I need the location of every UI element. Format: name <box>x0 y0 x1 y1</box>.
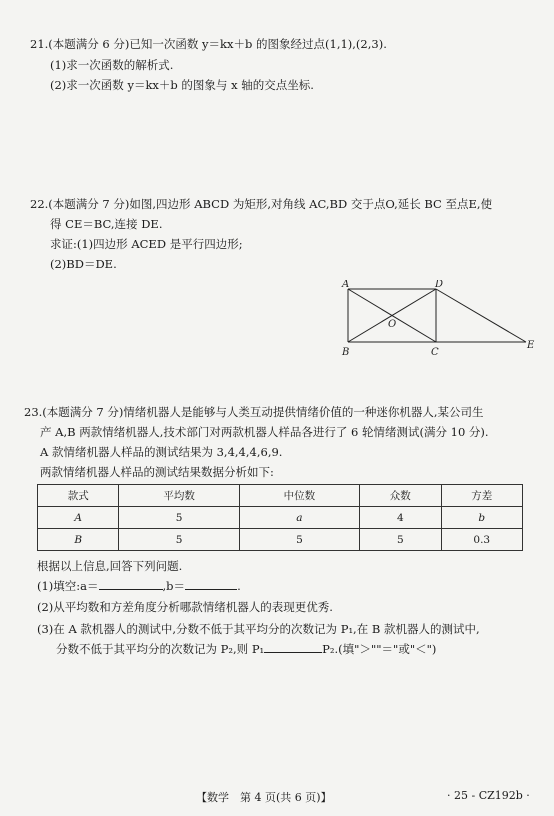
q23-part3-line2 <box>56 641 436 657</box>
header-mode: 众数 <box>360 485 441 507</box>
q23-part2: (2)从平均数和方差角度分析哪款情绪机器人的表现更优秀. <box>37 600 333 614</box>
answer-blank-compare[interactable] <box>264 642 322 653</box>
cell-style: B <box>38 529 119 551</box>
cell-style: A <box>38 507 119 529</box>
q21-part1: (1)求一次函数的解析式. <box>50 58 174 72</box>
header-median: 中位数 <box>239 485 359 507</box>
cell-median: 5 <box>239 529 359 551</box>
table-row <box>38 507 523 529</box>
answer-blank-b[interactable] <box>185 579 237 590</box>
q22-stem-line1: 22.(本题满分 7 分)如图,四边形 ABCD 为矩形,对角线 AC,BD 交于点O,延长 BC 至点E,使 <box>30 197 493 211</box>
cell-mode: 5 <box>360 529 441 551</box>
rectangle-geometry-figure <box>338 280 543 360</box>
page-footer-code: · 25 - CZ192b · <box>447 789 530 802</box>
answer-blank-a[interactable] <box>99 579 163 590</box>
q22-prove-part1: 求证:(1)四边形 ACED 是平行四边形; <box>50 237 243 251</box>
q22-prove-part2: (2)BD＝DE. <box>50 257 117 271</box>
cell-mean: 5 <box>119 507 239 529</box>
data-analysis-table <box>37 484 523 551</box>
cell-median: a <box>239 507 359 529</box>
q23-part1-mid: ,b＝ <box>162 579 186 593</box>
header-mean: 平均数 <box>119 485 239 507</box>
q23-part3-prefix: 分数不低于其平均分的次数记为 P₂,则 P₁ <box>56 642 265 656</box>
q23-stem-line2: 产 A,B 两款情绪机器人,技术部门对两款机器人样品各进行了 6 轮情绪测试(满分 10 分). <box>40 425 489 439</box>
q23-stem-line4: 两款情绪机器人样品的测试结果数据分析如下: <box>40 465 274 479</box>
q21-part2: (2)求一次函数 y＝kx＋b 的图象与 x 轴的交点坐标. <box>50 78 314 92</box>
cell-variance: 0.3 <box>441 529 523 551</box>
header-style: 款式 <box>38 485 119 507</box>
cell-variance: b <box>441 507 523 529</box>
label-D: D <box>435 280 444 290</box>
q23-part1-end: . <box>237 579 241 593</box>
cell-mode: 4 <box>360 507 441 529</box>
label-C: C <box>431 347 439 358</box>
header-variance: 方差 <box>441 485 523 507</box>
table-row <box>38 529 523 551</box>
segment-DE <box>436 289 526 342</box>
label-B: B <box>342 347 350 358</box>
q23-stem-line1: 23.(本题满分 7 分)情绪机器人是能够与人类互动提供情绪价值的一种迷你机器人,某公司生 <box>24 405 484 419</box>
q21-stem: 21.(本题满分 6 分)已知一次函数 y＝kx＋b 的图象经过点(1,1),(2,3). <box>30 37 387 51</box>
q23-part3-line1: (3)在 A 款机器人的测试中,分数不低于其平均分的次数记为 P₁,在 B 款机器人的测试中, <box>37 622 480 636</box>
q23-stem-line3: A 款情绪机器人样品的测试结果为 3,4,4,4,6,9. <box>40 445 283 459</box>
label-A: A <box>342 280 350 290</box>
q23-intro: 根据以上信息,回答下列问题. <box>37 559 183 573</box>
q23-part1-prefix: (1)填空:a＝ <box>37 579 99 593</box>
q22-stem-line2: 得 CE＝BC,连接 DE. <box>50 217 163 231</box>
label-O: O <box>388 319 397 330</box>
q23-part1 <box>37 578 241 594</box>
cell-mean: 5 <box>119 529 239 551</box>
q23-part3-end: P₂.(填"＞""＝"或"＜") <box>322 642 437 656</box>
page-footer-center: 【数学 第 4 页(共 6 页)】 <box>196 791 332 804</box>
table-header-row <box>38 485 523 507</box>
label-E: E <box>527 340 535 351</box>
